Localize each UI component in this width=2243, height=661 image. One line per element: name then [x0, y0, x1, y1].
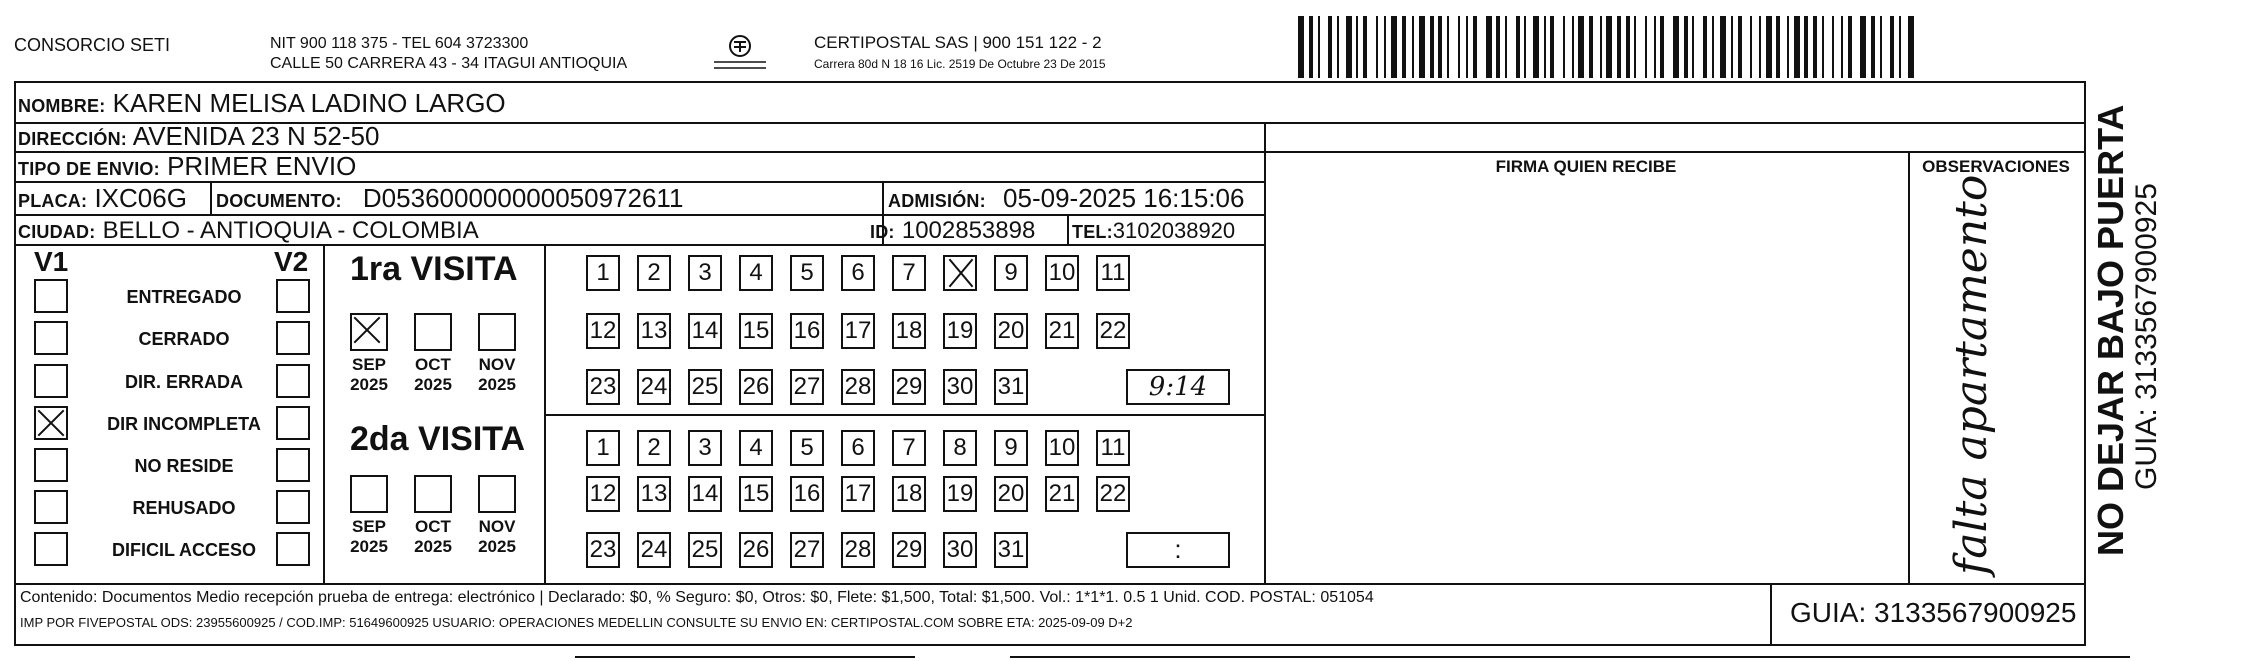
first-visit-day-box[interactable]: 3: [688, 255, 722, 291]
status-label: DIFICIL ACCESO: [111, 540, 256, 560]
observaciones-header: OBSERVACIONES: [1922, 157, 2070, 176]
first-visit-day-box[interactable]: 25: [688, 369, 722, 405]
admision-field: [888, 183, 1244, 216]
month-label: [339, 355, 399, 395]
status-label: DIR. ERRADA: [124, 372, 243, 392]
placa-field: [18, 183, 187, 216]
certipostal-logo: [710, 34, 770, 74]
second-visit-day-box[interactable]: 15: [739, 476, 773, 512]
second-visit-time: :: [1126, 532, 1230, 568]
second-visit-day-box[interactable]: 2: [637, 430, 671, 466]
first-visit-day-box[interactable]: 31: [994, 369, 1028, 405]
id-field: [870, 214, 1035, 247]
first-visit-day-box[interactable]: 18: [892, 313, 926, 349]
second-visit-day-box[interactable]: 30: [943, 532, 977, 568]
v1-checkbox[interactable]: [34, 279, 68, 313]
second-visit-day-box[interactable]: 8: [943, 430, 977, 466]
status-label: NO RESIDE: [134, 456, 234, 476]
status-label: CERRADO: [138, 329, 230, 349]
second-visit-day-box[interactable]: 13: [637, 476, 671, 512]
v1-header: V1: [34, 246, 69, 277]
firma-header: FIRMA QUIEN RECIBE: [1495, 157, 1677, 176]
nit-line-1: NIT 900 118 375 - TEL 604 3723300: [270, 35, 529, 52]
second-visit-day-box[interactable]: 28: [841, 532, 875, 568]
first-visit-day-box[interactable]: 29: [892, 369, 926, 405]
certi-line-2: Carrera 80d N 18 16 Lic. 2519 De Octubre 23 De 2015: [814, 57, 1106, 71]
second-visit-day-box[interactable]: 24: [637, 532, 671, 568]
footer-content: Contenido: Documentos Medio recepción prueba de entrega: electrónico | Declarado: $0, % Seguro: $0, Otros: $0, Flete: $1,500, Total: $1,500. Vol.: 1*1*1. 0.5 1 Unid. COD. POSTAL: 051054: [20, 589, 1374, 606]
no-dejar-warning: NO DEJAR BAJO PUERTA: [2090, 104, 2131, 556]
second-visit-day-box[interactable]: 25: [688, 532, 722, 568]
id-value: 1002853898: [901, 217, 1036, 244]
first-visit-day-box[interactable]: 1: [586, 255, 620, 291]
v1-checkbox[interactable]: [34, 448, 68, 482]
first-visit-day-box[interactable]: 7: [892, 255, 926, 291]
second-visit-day-box[interactable]: 26: [739, 532, 773, 568]
month-name: NOV: [478, 355, 516, 374]
id-label: ID:: [870, 222, 895, 242]
second-visit-day-box[interactable]: 31: [994, 532, 1028, 568]
month-label: [467, 517, 527, 557]
second-visit-day-box[interactable]: 22: [1096, 476, 1130, 512]
month-year: 2025: [350, 375, 388, 394]
v2-checkbox[interactable]: [276, 279, 310, 313]
status-label: ENTREGADO: [126, 287, 242, 307]
second-visit-day-box[interactable]: 12: [586, 476, 620, 512]
first-visit-month-box[interactable]: [414, 313, 452, 351]
documento-field: [216, 183, 683, 216]
second-visit-day-box[interactable]: 14: [688, 476, 722, 512]
first-visit-day-box[interactable]: 5: [790, 255, 824, 291]
month-name: OCT: [415, 517, 451, 536]
second-visit-day-box[interactable]: 3: [688, 430, 722, 466]
admision-value: 05-09-2025 16:15:06: [1003, 183, 1245, 213]
v1-checkbox[interactable]: [34, 406, 68, 440]
second-visit-day-box[interactable]: 23: [586, 532, 620, 568]
admision-label: ADMISIÓN:: [888, 191, 986, 211]
tel-label: TEL:: [1072, 222, 1113, 242]
first-visit-day-box[interactable]: 19: [943, 313, 977, 349]
ciudad-label: CIUDAD:: [18, 222, 96, 242]
tipo-value: PRIMER ENVIO: [167, 151, 357, 181]
first-visit-month-box[interactable]: [350, 313, 388, 351]
second-visit-day-box[interactable]: 16: [790, 476, 824, 512]
first-visit-day-box[interactable]: [943, 255, 977, 291]
first-visit-day-box[interactable]: 17: [841, 313, 875, 349]
month-label: [403, 355, 463, 395]
first-visit-day-box[interactable]: 20: [994, 313, 1028, 349]
first-visit-day-box[interactable]: 2: [637, 255, 671, 291]
first-visit-day-box[interactable]: 23: [586, 369, 620, 405]
v1-checkbox[interactable]: [34, 321, 68, 355]
status-label: DIR INCOMPLETA: [107, 414, 261, 434]
first-visit-day-box[interactable]: 4: [739, 255, 773, 291]
month-name: SEP: [351, 355, 387, 374]
second-visit-month-box[interactable]: [414, 475, 452, 513]
month-name: SEP: [351, 517, 387, 536]
first-visit-day-box[interactable]: 12: [586, 313, 620, 349]
tel-field: [1072, 216, 1235, 247]
observation-handwriting: falta apartamento: [1946, 174, 1997, 575]
v1-checkbox[interactable]: [34, 490, 68, 524]
second-visit-day-box[interactable]: 29: [892, 532, 926, 568]
month-year: 2025: [350, 537, 388, 556]
tel-value: 3102038920: [1112, 218, 1236, 243]
side-guia: GUIA: 3133567900925: [2130, 183, 2163, 490]
v2-checkbox[interactable]: [276, 532, 310, 566]
second-visit-day-box[interactable]: 7: [892, 430, 926, 466]
month-year: 2025: [478, 375, 516, 394]
second-visit-day-box[interactable]: 21: [1045, 476, 1079, 512]
month-year: 2025: [478, 537, 516, 556]
tipo-label: TIPO DE ENVIO:: [18, 159, 160, 179]
month-label: [467, 355, 527, 395]
second-visit-day-box[interactable]: 17: [841, 476, 875, 512]
v2-checkbox[interactable]: [276, 490, 310, 524]
first-visit-time: 9:14: [1126, 369, 1230, 405]
second-visit-day-box[interactable]: 20: [994, 476, 1028, 512]
first-visit-day-box[interactable]: 14: [688, 313, 722, 349]
first-visit-day-box[interactable]: 9: [994, 255, 1028, 291]
first-visit-day-box[interactable]: 6: [841, 255, 875, 291]
placa-value: IXC06G: [94, 183, 187, 213]
placa-label: PLACA:: [18, 191, 88, 211]
v2-header: V2: [274, 246, 309, 277]
direccion-value: AVENIDA 23 N 52-50: [132, 121, 380, 151]
v2-checkbox[interactable]: [276, 364, 310, 398]
first-visit-day-box[interactable]: 16: [790, 313, 824, 349]
second-visit-day-box[interactable]: 1: [586, 430, 620, 466]
first-visit-day-box[interactable]: 13: [637, 313, 671, 349]
second-visit-day-box[interactable]: 19: [943, 476, 977, 512]
second-visit-day-box[interactable]: 5: [790, 430, 824, 466]
second-visit-day-box[interactable]: 27: [790, 532, 824, 568]
v1-checkbox[interactable]: [34, 364, 68, 398]
nombre-value: KAREN MELISA LADINO LARGO: [112, 88, 506, 118]
company-name: CONSORCIO SETI: [14, 35, 171, 55]
documento-label: DOCUMENTO:: [216, 191, 342, 211]
month-label: [403, 517, 463, 557]
documento-value: D053600000000050972611: [362, 183, 684, 213]
v1-checkbox[interactable]: [34, 532, 68, 566]
second-visit-month-box[interactable]: [478, 475, 516, 513]
month-name: NOV: [478, 517, 516, 536]
first-visit-day-box[interactable]: 15: [739, 313, 773, 349]
first-visit-title: 1ra VISITA: [350, 250, 518, 288]
month-label: [339, 517, 399, 557]
first-visit-day-box[interactable]: 24: [637, 369, 671, 405]
v2-checkbox[interactable]: [276, 448, 310, 482]
second-visit-day-box[interactable]: 6: [841, 430, 875, 466]
second-visit-title: 2da VISITA: [350, 420, 526, 458]
second-visit-day-box[interactable]: 18: [892, 476, 926, 512]
certi-line-1: CERTIPOSTAL SAS | 900 151 122 - 2: [814, 33, 1102, 52]
first-visit-day-box[interactable]: 28: [841, 369, 875, 405]
month-name: OCT: [415, 355, 451, 374]
nombre-field: [18, 88, 506, 121]
nit-line-2: CALLE 50 CARRERA 43 - 34 ITAGUI ANTIOQUIA: [270, 55, 628, 72]
status-label: REHUSADO: [132, 498, 236, 518]
first-visit-day-box[interactable]: 26: [739, 369, 773, 405]
first-visit-day-box[interactable]: 21: [1045, 313, 1079, 349]
second-visit-day-box[interactable]: 10: [1045, 430, 1079, 466]
first-visit-month-box[interactable]: [478, 313, 516, 351]
tipo-field: [18, 151, 356, 184]
first-visit-day-box[interactable]: 30: [943, 369, 977, 405]
first-visit-day-box[interactable]: 27: [790, 369, 824, 405]
second-visit-day-box[interactable]: 9: [994, 430, 1028, 466]
v2-checkbox[interactable]: [276, 406, 310, 440]
month-year: 2025: [414, 537, 452, 556]
second-visit-day-box[interactable]: 11: [1096, 430, 1130, 466]
second-visit-month-box[interactable]: [350, 475, 388, 513]
first-visit-day-box[interactable]: 11: [1096, 255, 1130, 291]
v2-checkbox[interactable]: [276, 321, 310, 355]
month-year: 2025: [414, 375, 452, 394]
direccion-label: DIRECCIÓN:: [18, 129, 127, 149]
barcode: [1298, 16, 1920, 78]
footer-imp: IMP POR FIVEPOSTAL ODS: 23955600925 / COD.IMP: 51649600925 USUARIO: OPERACIONES MEDELLIN CONSULTE SU ENVIO EN: CERTIPOSTAL.COM SOBRE ETA: 2025-09-09 D+2: [20, 615, 1133, 630]
ciudad-field: [18, 214, 479, 247]
nombre-label: NOMBRE:: [18, 96, 106, 116]
footer-guia: GUIA: 3133567900925: [1790, 597, 2077, 628]
first-visit-day-box[interactable]: 22: [1096, 313, 1130, 349]
first-visit-day-box[interactable]: 10: [1045, 255, 1079, 291]
ciudad-value: BELLO - ANTIOQUIA - COLOMBIA: [102, 217, 479, 244]
second-visit-day-box[interactable]: 4: [739, 430, 773, 466]
direccion-field: [18, 121, 379, 154]
